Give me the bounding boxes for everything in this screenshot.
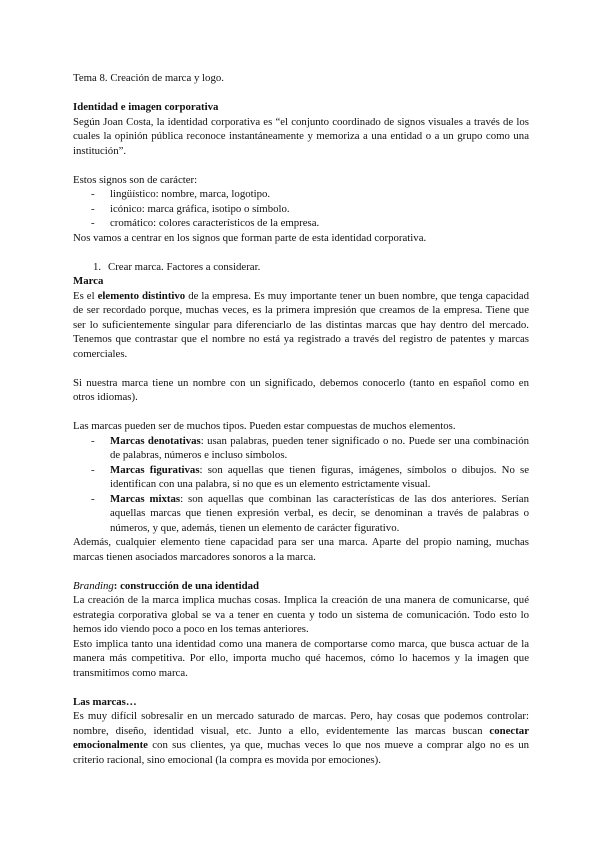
signos-intro: Estos signos son de carácter:: [73, 173, 198, 186]
list-item: - Marcas figurativas: son aquellas que tienen figuras, imágenes, símbolos o dibujos. No se identifican con una palabra, si no que es un elemento estrictamente visual.: [91, 463, 530, 490]
list-item: - cromático: colores característicos de la empresa.: [91, 217, 320, 229]
signos-list: [73, 187, 529, 231]
list-item: - Marcas denotativas: usan palabras, pueden tener significado o no. Puede ser una combinación de palabras, números e incluso símbolos.: [91, 434, 529, 461]
paragraph-significado: Si nuestra marca tiene un nombre con un significado, debemos conocerlo (tanto en español como en otros idiomas).: [73, 376, 529, 403]
paragraph-ademas: Además, cualquier elemento tiene capacidad para ser una marca. Aparte del propio naming, muchas marcas tienen asociados marcadores sonoros a la marca.: [73, 536, 529, 563]
paragraph-branding-2: Esto implica tanto una identidad como una manera de comportarse como marca, que busca actuar de la manera más competitiva. Por ello, importa mucho qué hacemos, cómo lo hacemos y la imagen que transmitimos como marca.: [73, 637, 529, 679]
section-heading-identidad: Identidad e imagen corporativa: [73, 101, 219, 113]
list-item: - lingüístico: nombre, marca, logotipo.: [91, 188, 271, 200]
section-heading-las-marcas: Las marcas…: [73, 695, 137, 708]
paragraph-branding-1: La creación de la marca implica muchas cosas. Implica la creación de una manera de comunicarse, qué estrategia corporativa global se va a tener en cuenta y todo un sistema de comunicación. Todo esto lo hemos ido viendo poco a poco en los temas anteriores.: [73, 594, 529, 635]
document-title: Tema 8. Creación de marca y logo.: [73, 72, 224, 84]
list-item: - icónico: marca gráfica, isotipo o símbolo.: [91, 202, 290, 215]
list-item: 1. Crear marca. Factores a considerar.: [93, 260, 261, 273]
paragraph-closing: Nos vamos a centrar en los signos que forman parte de esta identidad corporativa.: [73, 231, 427, 244]
list-item: - Marcas mixtas: son aquellas que combinan las características de las dos anteriores. Serían aquellas marcas que tienen expresión verbal, es decir, se denominan a través de palabras o números, y que, además, tienen un elemento de carácter figurativo.: [91, 492, 529, 534]
paragraph-marca: Es el elemento distintivo de la empresa. Es muy importante tener un buen nombre, que tenga capacidad de ser recordado porque, muchas veces, es la primera impresión que creamos de la empresa. Tiene que ser lo suficientemente singular para diferenciarlo de las distintas marcas que hay dentro del mercado. Tenemos que contrastar que el nombre no está ya registrado a través del registro de patentes y marcas comerciales.: [73, 289, 529, 360]
numbered-list: [73, 260, 529, 275]
paragraph-identidad: Según Joan Costa, la identidad corporativa es “el conjunto coordinado de signos visuales a través de los cuales la opinión pública reconoce instantáneamente y memoriza a una entidad o a un grupo como una institución”.: [73, 115, 529, 157]
paragraph-las-marcas: Es muy difícil sobresalir en un mercado saturado de marcas. Pero, hay cosas que podemos controlar: nombre, diseño, identidad visual, etc. Junto a ello, evidentemente las marcas buscan conectar emocionalmente con sus clientes, ya que, muchas veces lo que nos mueve a comprar algo no es un criterio racional, sino emocional (la compra es movida por emociones).: [73, 710, 529, 766]
document-page: [73, 71, 529, 767]
section-heading-marca: Marca: [73, 275, 104, 287]
tipos-list: [73, 434, 529, 536]
section-heading-branding: Branding: construcción de una identidad: [73, 579, 259, 592]
paragraph-tipos: Las marcas pueden ser de muchos tipos. Pueden estar compuestas de muchos elementos.: [73, 420, 456, 432]
